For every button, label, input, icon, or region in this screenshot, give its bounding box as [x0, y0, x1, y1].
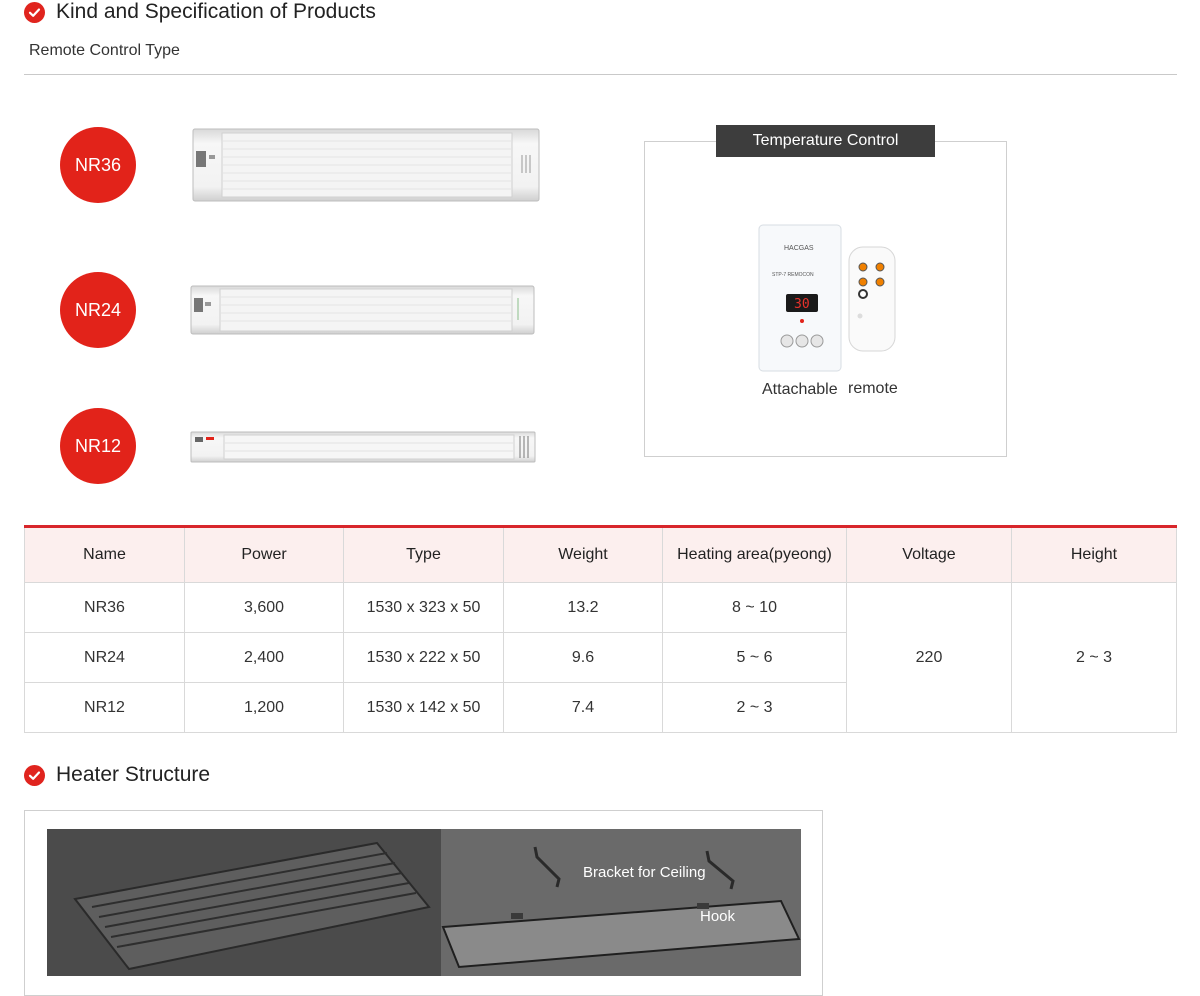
section-title-text: Heater Structure: [56, 763, 211, 786]
divider: [24, 74, 1177, 75]
temperature-control-title: Temperature Control: [716, 125, 935, 157]
hook-label: Hook: [700, 908, 736, 925]
section-title-products: [24, 0, 376, 24]
cell-heating-area: 8 ~ 10: [663, 583, 847, 633]
cell-type: 1530 x 323 x 50: [344, 583, 504, 633]
bracket-label: Bracket for Ceiling: [583, 864, 706, 881]
cell-heating-area: 2 ~ 3: [663, 683, 847, 733]
heater-structure-image: [47, 829, 801, 976]
check-icon: [24, 2, 45, 23]
model-badge-nr24: NR24: [60, 272, 136, 348]
model-badge-nr36: NR36: [60, 127, 136, 203]
table-row: [25, 583, 1177, 633]
check-icon: [24, 765, 45, 786]
controller-display: 30: [794, 297, 810, 312]
section-title-text: Kind and Specification of Products: [56, 0, 376, 23]
spec-table: [24, 525, 1177, 733]
subtitle-remote-control-type: Remote Control Type: [29, 42, 180, 59]
header-name: Name: [25, 527, 185, 583]
wall-controller-image: [758, 224, 842, 372]
cell-power: 3,600: [185, 583, 344, 633]
heater-image-nr36: [192, 127, 540, 204]
header-power: Power: [185, 527, 344, 583]
header-voltage: Voltage: [847, 527, 1012, 583]
cell-name: NR36: [25, 583, 185, 633]
remote-control-image: [848, 246, 898, 354]
cell-type: 1530 x 222 x 50: [344, 633, 504, 683]
controller-model: STP-7 REMOCON: [772, 272, 814, 278]
cell-voltage: 220: [847, 583, 1012, 733]
cell-name: NR24: [25, 633, 185, 683]
cell-height: 2 ~ 3: [1012, 583, 1177, 733]
controller-brand: HACGAS: [784, 245, 814, 252]
cell-weight: 13.2: [504, 583, 663, 633]
header-height: Height: [1012, 527, 1177, 583]
cell-weight: 9.6: [504, 633, 663, 683]
cell-heating-area: 5 ~ 6: [663, 633, 847, 683]
header-type: Type: [344, 527, 504, 583]
table-header-row: [25, 527, 1177, 583]
cell-type: 1530 x 142 x 50: [344, 683, 504, 733]
header-heating-area: Heating area(pyeong): [663, 527, 847, 583]
model-badge-nr12: NR12: [60, 408, 136, 484]
cell-name: NR12: [25, 683, 185, 733]
heater-image-nr12: [190, 431, 536, 463]
cell-weight: 7.4: [504, 683, 663, 733]
cell-power: 2,400: [185, 633, 344, 683]
cell-power: 1,200: [185, 683, 344, 733]
remote-label: remote: [848, 380, 898, 397]
header-weight: Weight: [504, 527, 663, 583]
heater-image-nr24: [190, 284, 535, 337]
section-title-heater-structure: [24, 763, 210, 787]
attachable-label: Attachable: [762, 381, 838, 398]
